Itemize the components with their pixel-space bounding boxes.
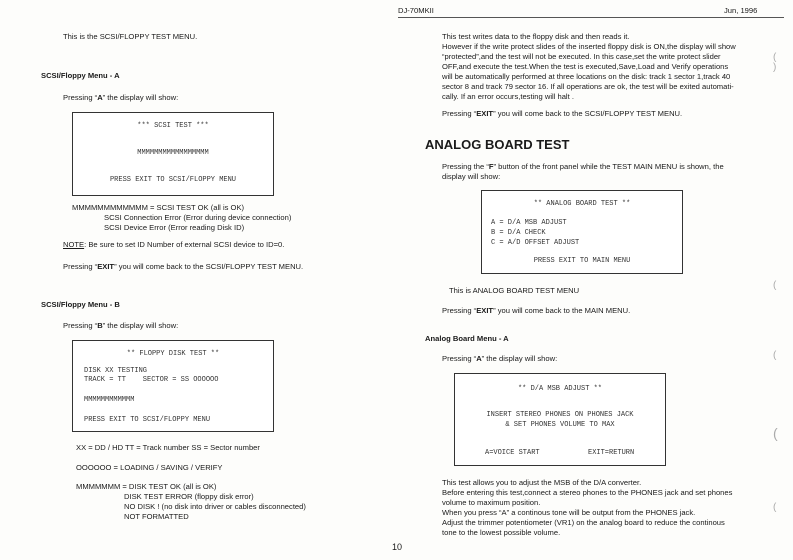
right-exit-floppy: Pressing “EXIT” you will come back to the SCSI/FLOPPY TEST MENU. — [442, 109, 683, 118]
header-model: DJ-70MKII — [398, 6, 434, 15]
binding-mark: ) — [773, 62, 777, 73]
scsi-test-display — [72, 112, 274, 196]
floppy-para-line: cally. If an error occurs,testing will halt . — [442, 92, 574, 101]
scsi-note: NOTE: Be sure to set ID Number of external SCSI device to ID=0. — [63, 240, 285, 249]
lcd-line: C = A/D OFFSET ADJUST — [491, 239, 580, 247]
header-date: Jun, 1996 — [724, 6, 758, 15]
page-number: 10 — [392, 542, 403, 552]
floppy-para-line: OFF,and execute the test.When the test is executed,Save,Load and Verify operations — [442, 62, 729, 71]
binding-mark: ( — [773, 425, 778, 441]
binding-mark: ( — [773, 52, 777, 63]
lcd-line: EXIT=RETURN — [588, 449, 635, 457]
lcd-line: PRESS EXIT TO SCSI/FLOPPY MENU — [109, 176, 237, 184]
lcd-line: ** ANALOG BOARD TEST ** — [533, 200, 631, 208]
lcd-line: INSERT STEREO PHONES ON PHONES JACK — [486, 411, 634, 419]
analog-exit: Pressing “EXIT” you will come back to the MAIN MENU. — [442, 306, 631, 315]
lcd-line: ** D/A MSB ADJUST ** — [517, 385, 602, 393]
floppy-result-unformatted: NOT FORMATTED — [124, 512, 189, 521]
floppy-test-display — [72, 340, 274, 432]
lcd-line: & SET PHONES VOLUME TO MAX — [505, 421, 615, 429]
lcd-line: ** FLOPPY DISK TEST ** — [126, 350, 220, 358]
lcd-line: PRESS EXIT TO SCSI/FLOPPY MENU — [84, 416, 211, 424]
floppy-legend: XX = DD / HD TT = Track number SS = Sector number — [76, 443, 260, 452]
dac-text-line: volume to maximum position. — [442, 498, 541, 507]
binding-mark: ( — [773, 350, 777, 361]
header-rule — [398, 17, 784, 18]
lcd-line: B = D/A CHECK — [491, 229, 546, 237]
binding-mark: ( — [773, 502, 777, 513]
floppy-para-line: However if the write protect slides of the inserted floppy disk is ON,the display will show — [442, 42, 736, 51]
dac-adjust-display — [454, 373, 666, 466]
dac-text-line: Adjust the trimmer potentiometer (VR1) on the analog board to reduce the continous — [442, 518, 725, 527]
floppy-result-error: DISK TEST ERROR (floppy disk error) — [124, 492, 254, 501]
floppy-para-line: will be automatically performed at three locations on the disk: track 1 sector 1,track 40 — [442, 72, 731, 81]
analog-menu-display — [481, 190, 683, 274]
lcd-line: MMMMMMMMMMMM — [84, 396, 135, 404]
scsi-result-ok: MMMMMMMMMMMM = SCSI TEST OK (all is OK) — [72, 203, 245, 212]
binding-mark: ( — [773, 280, 777, 291]
lcd-line: TRACK = TT SECTOR = SS OOOOOO — [84, 376, 219, 384]
analog-intro-2: display will show: — [442, 172, 501, 181]
menu-a-title: SCSI/Floppy Menu - A — [41, 71, 120, 80]
lcd-line: MMMMMMMMMMMMMMMMM — [137, 149, 209, 157]
dac-text-line: This test allows you to adjust the MSB of the D/A converter. — [442, 478, 642, 487]
menu-a-exit: Pressing “EXIT” you will come back to the SCSI/FLOPPY TEST MENU. — [63, 262, 304, 271]
dac-text-line: Before entering this test,connect a stereo phones to the PHONES jack and set phones — [442, 488, 733, 497]
lcd-line: PRESS EXIT TO MAIN MENU — [533, 257, 631, 265]
analog-menu-caption: This is ANALOG BOARD TEST MENU — [449, 286, 580, 295]
lcd-line: A=VOICE START — [485, 449, 540, 457]
analog-menu-a-press: Pressing “A” the display will show: — [442, 354, 558, 363]
floppy-result-nodisk: NO DISK ! (no disk into driver or cables disconnected) — [124, 502, 306, 511]
lcd-line: *** SCSI TEST *** — [137, 122, 209, 130]
analog-menu-a-title: Analog Board Menu - A — [425, 334, 509, 343]
dac-text-line: tone to the lowest possible volume. — [442, 528, 561, 537]
scsi-result-device: SCSI Device Error (Error reading Disk ID) — [104, 223, 245, 232]
dac-text-line: When you press “A” a continous tone will be output from the PHONES jack. — [442, 508, 696, 517]
floppy-para-line: “protected”,and the test will not be executed. In this case,set the write protect slider — [442, 52, 721, 61]
analog-section-title: ANALOG BOARD TEST — [425, 137, 570, 152]
lcd-line: A = D/A MSB ADJUST — [491, 219, 567, 227]
floppy-result-ok: MMMMMMM = DISK TEST OK (all is OK) — [76, 482, 217, 491]
lcd-line: DISK XX TESTING — [84, 367, 148, 375]
menu-b-title: SCSI/Floppy Menu - B — [41, 300, 120, 309]
floppy-para-line: sector 8 and track 79 sector 16. If all operations are ok, the test will be exited automati- — [442, 82, 734, 91]
floppy-para-line: This test writes data to the floppy disk and then reads it. — [442, 32, 630, 41]
floppy-status-legend: OOOOOO = LOADING / SAVING / VERIFY — [76, 463, 223, 472]
left-intro: This is the SCSI/FLOPPY TEST MENU. — [63, 32, 198, 41]
scsi-result-conn: SCSI Connection Error (Error during device connection) — [104, 213, 292, 222]
menu-b-press: Pressing “B” the display will show: — [63, 321, 179, 330]
analog-intro: Pressing the “F” button of the front panel while the TEST MAIN MENU is shown, the — [442, 162, 724, 171]
menu-a-press: Pressing “A” the display will show: — [63, 93, 179, 102]
